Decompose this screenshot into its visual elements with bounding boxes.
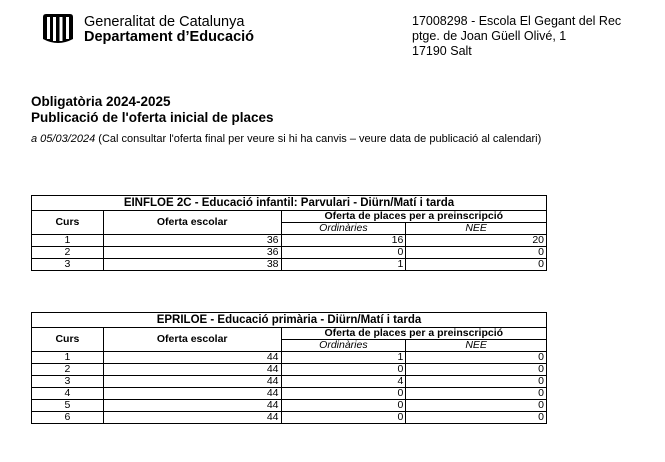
col-places: Oferta de places per a preinscripció xyxy=(281,328,547,340)
cell-curs: 6 xyxy=(32,412,104,424)
generalitat-flag-icon xyxy=(40,13,76,45)
table-caption: EINFLOE 2C - Educació infantil: Parvulari - Diürn/Matí i tarda xyxy=(32,196,547,211)
cell-curs: 5 xyxy=(32,400,104,412)
table-einfloe xyxy=(31,195,547,271)
cell-oferta: 38 xyxy=(103,259,281,271)
table-row xyxy=(32,364,547,376)
cell-nee: 20 xyxy=(406,235,547,247)
table-caption: EPRILOE - Educació primària - Diürn/Matí i tarda xyxy=(32,313,547,328)
col-curs: Curs xyxy=(32,328,104,352)
publication-note xyxy=(31,133,541,145)
table-row xyxy=(32,376,547,388)
organization-name xyxy=(84,15,254,45)
cell-nee: 0 xyxy=(406,247,547,259)
cell-ordinaries: 0 xyxy=(281,400,406,412)
cell-ordinaries: 1 xyxy=(281,259,406,271)
table-row xyxy=(32,400,547,412)
cell-nee: 0 xyxy=(406,412,547,424)
cell-curs: 1 xyxy=(32,235,104,247)
cell-oferta: 44 xyxy=(103,352,281,364)
col-ordinaries: Ordinàries xyxy=(281,223,406,235)
cell-ordinaries: 4 xyxy=(281,376,406,388)
title-line1: Obligatòria 2024-2025 xyxy=(31,94,171,109)
cell-nee: 0 xyxy=(406,364,547,376)
table-row xyxy=(32,388,547,400)
cell-oferta: 44 xyxy=(103,388,281,400)
table-row xyxy=(32,259,547,271)
cell-curs: 3 xyxy=(32,259,104,271)
cell-nee: 0 xyxy=(406,388,547,400)
cell-curs: 1 xyxy=(32,352,104,364)
cell-oferta: 44 xyxy=(103,400,281,412)
title-line2: Publicació de l'oferta inicial de places xyxy=(31,110,274,125)
school-line1: 17008298 - Escola El Gegant del Rec xyxy=(412,14,622,28)
cell-ordinaries: 16 xyxy=(281,235,406,247)
cell-curs: 2 xyxy=(32,364,104,376)
page-title xyxy=(31,94,274,126)
table-row xyxy=(32,235,547,247)
col-ordinaries: Ordinàries xyxy=(281,340,406,352)
org-line2: Departament d’Educació xyxy=(84,29,255,45)
cell-nee: 0 xyxy=(406,352,547,364)
cell-oferta: 36 xyxy=(103,247,281,259)
school-line2: ptge. de Joan Güell Olivé, 1 xyxy=(412,29,567,43)
cell-oferta: 44 xyxy=(103,376,281,388)
cell-curs: 2 xyxy=(32,247,104,259)
org-line1: Generalitat de Catalunya xyxy=(84,14,245,30)
cell-oferta: 44 xyxy=(103,364,281,376)
cell-nee: 0 xyxy=(406,376,547,388)
col-oferta: Oferta escolar xyxy=(103,328,281,352)
col-nee: NEE xyxy=(406,223,547,235)
cell-oferta: 36 xyxy=(103,235,281,247)
cell-ordinaries: 0 xyxy=(281,388,406,400)
note-text: (Cal consultar l'oferta final per veure si hi ha canvis – veure data de publicació al calendari) xyxy=(95,133,542,145)
col-places: Oferta de places per a preinscripció xyxy=(281,211,547,223)
table-row xyxy=(32,412,547,424)
col-oferta: Oferta escolar xyxy=(103,211,281,235)
note-date: a 05/03/2024 xyxy=(31,133,96,145)
cell-curs: 3 xyxy=(32,376,104,388)
table-epriloe xyxy=(31,312,547,424)
school-line3: 17190 Salt xyxy=(412,44,472,58)
cell-ordinaries: 0 xyxy=(281,247,406,259)
table-row xyxy=(32,352,547,364)
school-address xyxy=(412,14,621,59)
col-nee: NEE xyxy=(406,340,547,352)
col-curs: Curs xyxy=(32,211,104,235)
cell-ordinaries: 1 xyxy=(281,352,406,364)
cell-ordinaries: 0 xyxy=(281,412,406,424)
cell-nee: 0 xyxy=(406,259,547,271)
cell-nee: 0 xyxy=(406,400,547,412)
table-row xyxy=(32,247,547,259)
cell-oferta: 44 xyxy=(103,412,281,424)
cell-ordinaries: 0 xyxy=(281,364,406,376)
cell-curs: 4 xyxy=(32,388,104,400)
